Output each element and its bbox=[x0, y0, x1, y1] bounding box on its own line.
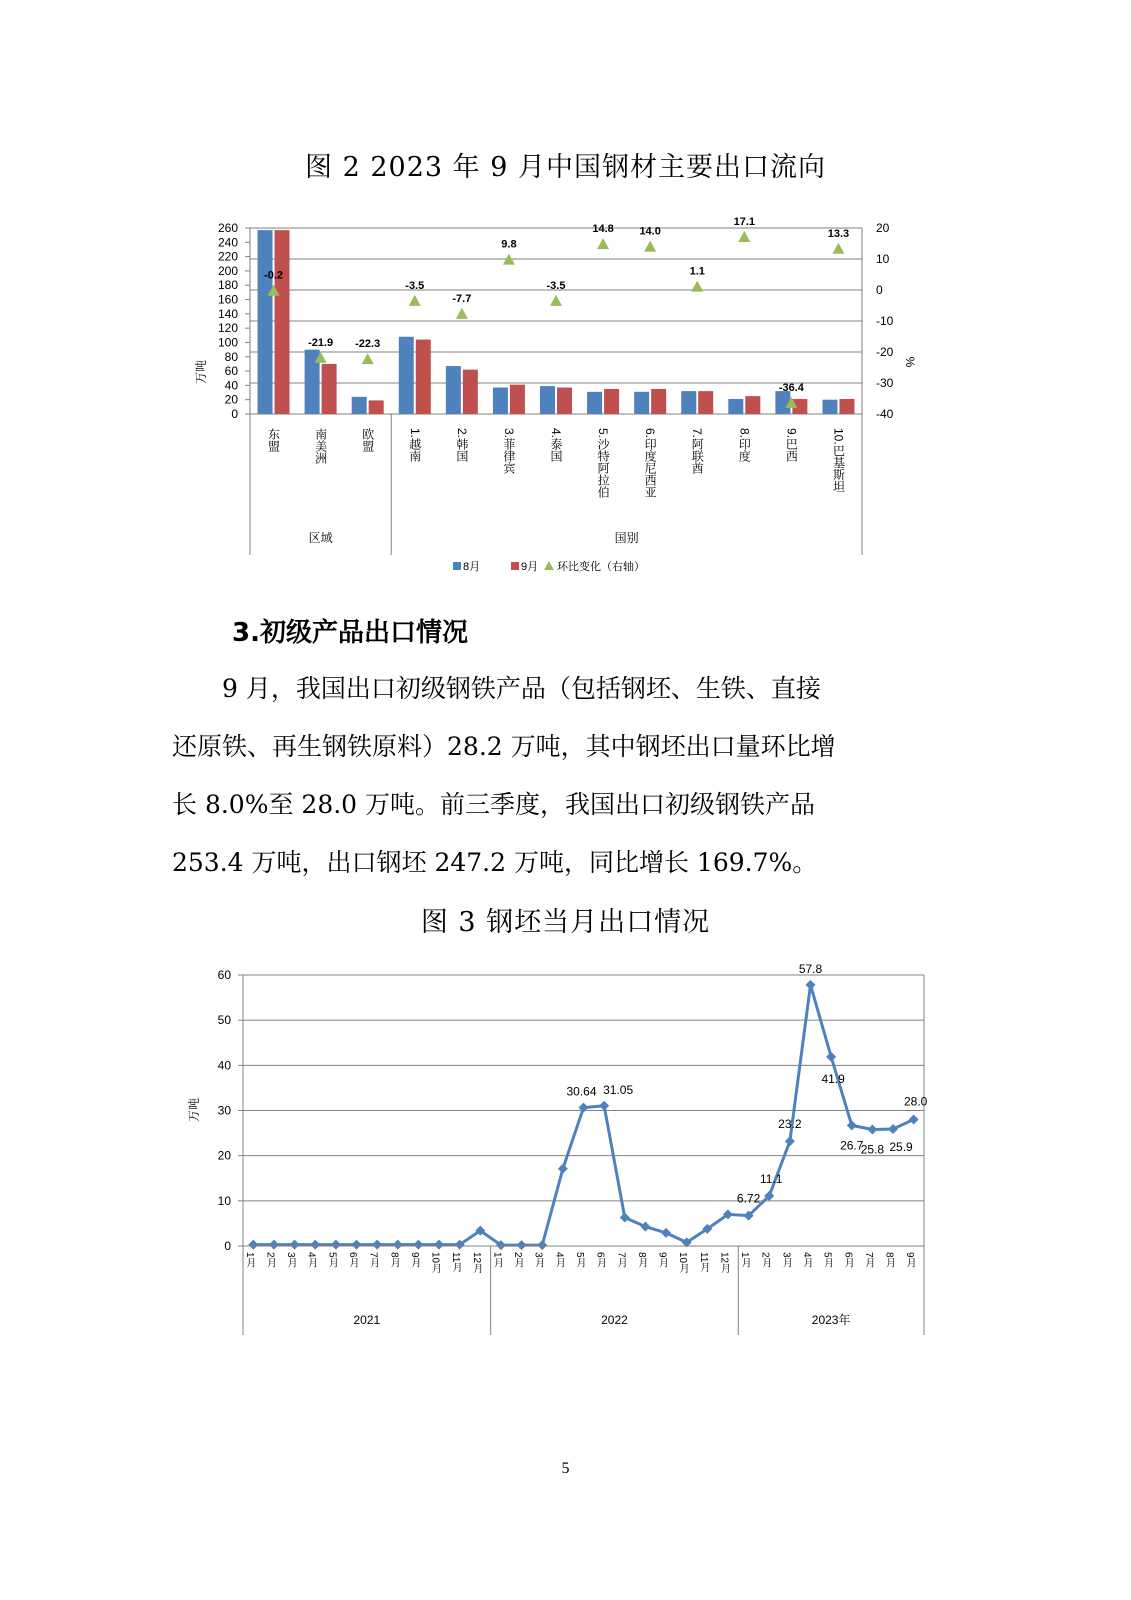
change-label: -21.9 bbox=[308, 336, 334, 349]
x-tick-label: 11月 bbox=[697, 1252, 709, 1273]
y-tick-label: 60 bbox=[217, 968, 231, 982]
x-tick-label: 11月 bbox=[450, 1252, 462, 1273]
data-point bbox=[352, 1240, 362, 1250]
data-point bbox=[372, 1240, 382, 1250]
x-tick-label: 9月 bbox=[656, 1252, 668, 1268]
change-label: -22.3 bbox=[355, 338, 381, 351]
y-left-tick-label: 0 bbox=[231, 407, 238, 421]
data-point bbox=[248, 1240, 258, 1250]
y-right-tick-label: -30 bbox=[876, 376, 894, 390]
point-label: 11.1 bbox=[759, 1171, 783, 1186]
x-tick-label: 7月 bbox=[615, 1252, 627, 1268]
y-tick-label: 50 bbox=[217, 1013, 231, 1028]
data-point bbox=[640, 1222, 650, 1232]
x-tick-label: 4月 bbox=[801, 1252, 812, 1268]
figure2-title: 图 2 2023 年 9 月中国钢材主要出口流向 bbox=[305, 152, 826, 183]
x-tick-label: 1月 bbox=[491, 1252, 503, 1268]
category-label: 8.印度 bbox=[737, 428, 752, 463]
data-point bbox=[413, 1240, 423, 1250]
point-label: 28.0 bbox=[904, 1094, 928, 1109]
y-left-tick-label: 40 bbox=[224, 378, 238, 393]
data-point bbox=[909, 1115, 919, 1125]
y-right-tick-label: -40 bbox=[876, 407, 894, 421]
y-tick-label: 30 bbox=[217, 1103, 231, 1118]
category-label: 东盟 bbox=[266, 428, 281, 452]
x-tick-label: 4月 bbox=[553, 1252, 565, 1268]
data-point bbox=[661, 1228, 671, 1238]
x-tick-label: 12月 bbox=[718, 1252, 730, 1274]
data-point bbox=[434, 1240, 444, 1250]
x-tick-label: 10月 bbox=[677, 1252, 689, 1274]
y-tick-label: 20 bbox=[217, 1148, 231, 1163]
x-tick-label: 5月 bbox=[574, 1252, 585, 1268]
point-label: 30.64 bbox=[566, 1084, 597, 1099]
y-right-tick-label: -10 bbox=[876, 314, 894, 328]
page-number: 5 bbox=[561, 1460, 570, 1477]
x-tick-label: 10月 bbox=[429, 1252, 441, 1274]
category-label: 南美洲 bbox=[313, 428, 328, 464]
x-tick-label: 2月 bbox=[759, 1252, 771, 1268]
x-tick-label: 2月 bbox=[264, 1252, 276, 1268]
point-label: 25.8 bbox=[860, 1142, 885, 1157]
y-tick-label: 40 bbox=[217, 1058, 231, 1073]
data-point bbox=[290, 1240, 300, 1250]
y-left-tick-label: 100 bbox=[217, 335, 238, 350]
y-left-tick-label: 140 bbox=[217, 306, 238, 321]
x-tick-label: 3月 bbox=[780, 1252, 792, 1268]
group-label: 2021 bbox=[353, 1313, 381, 1327]
data-point bbox=[310, 1240, 320, 1250]
change-label: -36.4 bbox=[778, 381, 804, 394]
paragraph-line-1: 9 月，我国出口初级钢铁产品（包括钢坯、生铁、直接 bbox=[222, 674, 821, 703]
y-left-tick-label: 160 bbox=[217, 292, 238, 307]
x-tick-label: 9月 bbox=[408, 1252, 420, 1268]
data-point bbox=[847, 1120, 857, 1130]
x-tick-label: 4月 bbox=[305, 1252, 317, 1268]
y-axis-label: 万吨 bbox=[187, 1097, 201, 1123]
data-point bbox=[331, 1240, 341, 1250]
group-label: 区域 bbox=[308, 531, 333, 545]
section3-heading: 3.初级产品出口情况 bbox=[232, 618, 468, 648]
category-label: 5.沙特阿拉伯 bbox=[596, 428, 611, 499]
change-label: 9.8 bbox=[501, 238, 517, 251]
data-point bbox=[537, 1240, 547, 1250]
category-label: 2.韩国 bbox=[454, 428, 469, 463]
point-label: 25.9 bbox=[889, 1140, 913, 1155]
y-tick-label: 10 bbox=[217, 1193, 231, 1208]
figure3-title: 图 3 钢坯当月出口情况 bbox=[420, 907, 711, 938]
y-left-tick-label: 20 bbox=[224, 392, 238, 407]
x-tick-label: 12月 bbox=[470, 1252, 482, 1274]
data-point bbox=[269, 1240, 279, 1250]
y-left-axis-label: 万吨 bbox=[194, 359, 208, 385]
x-tick-label: 8月 bbox=[883, 1252, 895, 1268]
category-label: 10.巴基斯坦 bbox=[831, 428, 846, 493]
x-tick-label: 5月 bbox=[326, 1252, 338, 1268]
x-tick-label: 6月 bbox=[594, 1252, 606, 1268]
y-left-tick-label: 260 bbox=[217, 221, 238, 235]
change-label: -3.5 bbox=[546, 279, 566, 292]
category-label: 7.阿联酋 bbox=[690, 428, 705, 475]
paragraph-line-4: 253.4 万吨，出口钢坯 247.2 万吨，同比增长 169.7%。 bbox=[172, 848, 818, 877]
point-label: 41.9 bbox=[821, 1071, 845, 1086]
change-label: -0.2 bbox=[264, 269, 284, 282]
change-label: 13.3 bbox=[827, 227, 850, 240]
x-tick-label: 8月 bbox=[388, 1252, 400, 1268]
data-point bbox=[826, 1052, 836, 1062]
data-point bbox=[867, 1124, 877, 1134]
data-point bbox=[620, 1213, 630, 1223]
data-point bbox=[806, 980, 816, 990]
change-label: 17.1 bbox=[733, 215, 756, 228]
change-label: -3.5 bbox=[405, 279, 425, 292]
group-label: 2023年 bbox=[811, 1313, 851, 1327]
change-label: 14.0 bbox=[639, 225, 661, 238]
legend-label-sep: 9月 bbox=[521, 561, 539, 573]
x-tick-label: 9月 bbox=[904, 1252, 916, 1268]
point-label: 26.7 bbox=[840, 1138, 864, 1153]
x-tick-label: 7月 bbox=[862, 1252, 874, 1268]
category-label: 1.越南 bbox=[407, 428, 422, 463]
y-left-tick-label: 240 bbox=[217, 235, 238, 250]
paragraph-line-2: 还原铁、再生钢铁原料）28.2 万吨，其中钢坯出口量环比增 bbox=[172, 732, 836, 761]
point-label: 6.72 bbox=[736, 1191, 761, 1206]
y-right-tick-label: 10 bbox=[876, 252, 890, 266]
data-point bbox=[785, 1136, 795, 1146]
y-left-tick-label: 220 bbox=[217, 249, 238, 264]
x-tick-label: 8月 bbox=[635, 1252, 647, 1268]
y-right-tick-label: -20 bbox=[876, 345, 894, 359]
point-label: 23.2 bbox=[778, 1117, 802, 1132]
data-point bbox=[579, 1103, 589, 1113]
y-right-axis-label: % bbox=[903, 356, 917, 368]
y-tick-label: 0 bbox=[224, 1239, 231, 1253]
legend-label-change: 环比变化（右轴） bbox=[557, 561, 645, 573]
x-tick-label: 2月 bbox=[512, 1252, 524, 1268]
y-right-tick-label: 20 bbox=[876, 221, 890, 235]
change-label: -7.7 bbox=[452, 292, 472, 305]
category-label: 欧盟 bbox=[360, 428, 375, 452]
y-left-tick-label: 60 bbox=[224, 364, 238, 379]
x-tick-label: 6月 bbox=[842, 1252, 854, 1268]
point-label: 57.8 bbox=[798, 961, 823, 976]
x-tick-label: 7月 bbox=[367, 1252, 379, 1268]
x-tick-label: 1月 bbox=[243, 1252, 255, 1268]
data-point bbox=[888, 1124, 898, 1134]
change-label: 1.1 bbox=[689, 265, 705, 278]
x-tick-label: 3月 bbox=[532, 1252, 544, 1268]
data-point bbox=[393, 1240, 403, 1250]
point-label: 31.05 bbox=[603, 1082, 634, 1097]
paragraph-line-3: 长 8.0%至 28.0 万吨。前三季度，我国出口初级钢铁产品 bbox=[172, 790, 816, 819]
y-left-tick-label: 80 bbox=[224, 349, 238, 364]
data-point bbox=[558, 1164, 568, 1174]
change-label: 14.8 bbox=[592, 223, 614, 236]
category-label: 6.印度尼西亚 bbox=[643, 428, 658, 499]
x-tick-label: 6月 bbox=[347, 1252, 358, 1268]
y-left-tick-label: 200 bbox=[217, 263, 238, 278]
y-left-tick-label: 120 bbox=[217, 321, 238, 336]
series-line bbox=[253, 985, 913, 1245]
category-label: 3.菲律宾 bbox=[501, 428, 516, 475]
group-label: 国别 bbox=[614, 531, 639, 545]
data-point bbox=[599, 1101, 609, 1111]
legend-label-aug: 8月 bbox=[463, 561, 481, 573]
category-label: 4.泰国 bbox=[549, 428, 563, 463]
y-left-tick-label: 180 bbox=[217, 278, 238, 293]
data-point bbox=[517, 1240, 527, 1250]
x-tick-label: 1月 bbox=[739, 1252, 751, 1268]
group-label: 2022 bbox=[601, 1313, 628, 1327]
category-label: 9.巴西 bbox=[784, 428, 799, 463]
x-tick-label: 3月 bbox=[285, 1252, 297, 1268]
x-tick-label: 5月 bbox=[821, 1252, 833, 1268]
y-right-tick-label: 0 bbox=[876, 283, 883, 297]
